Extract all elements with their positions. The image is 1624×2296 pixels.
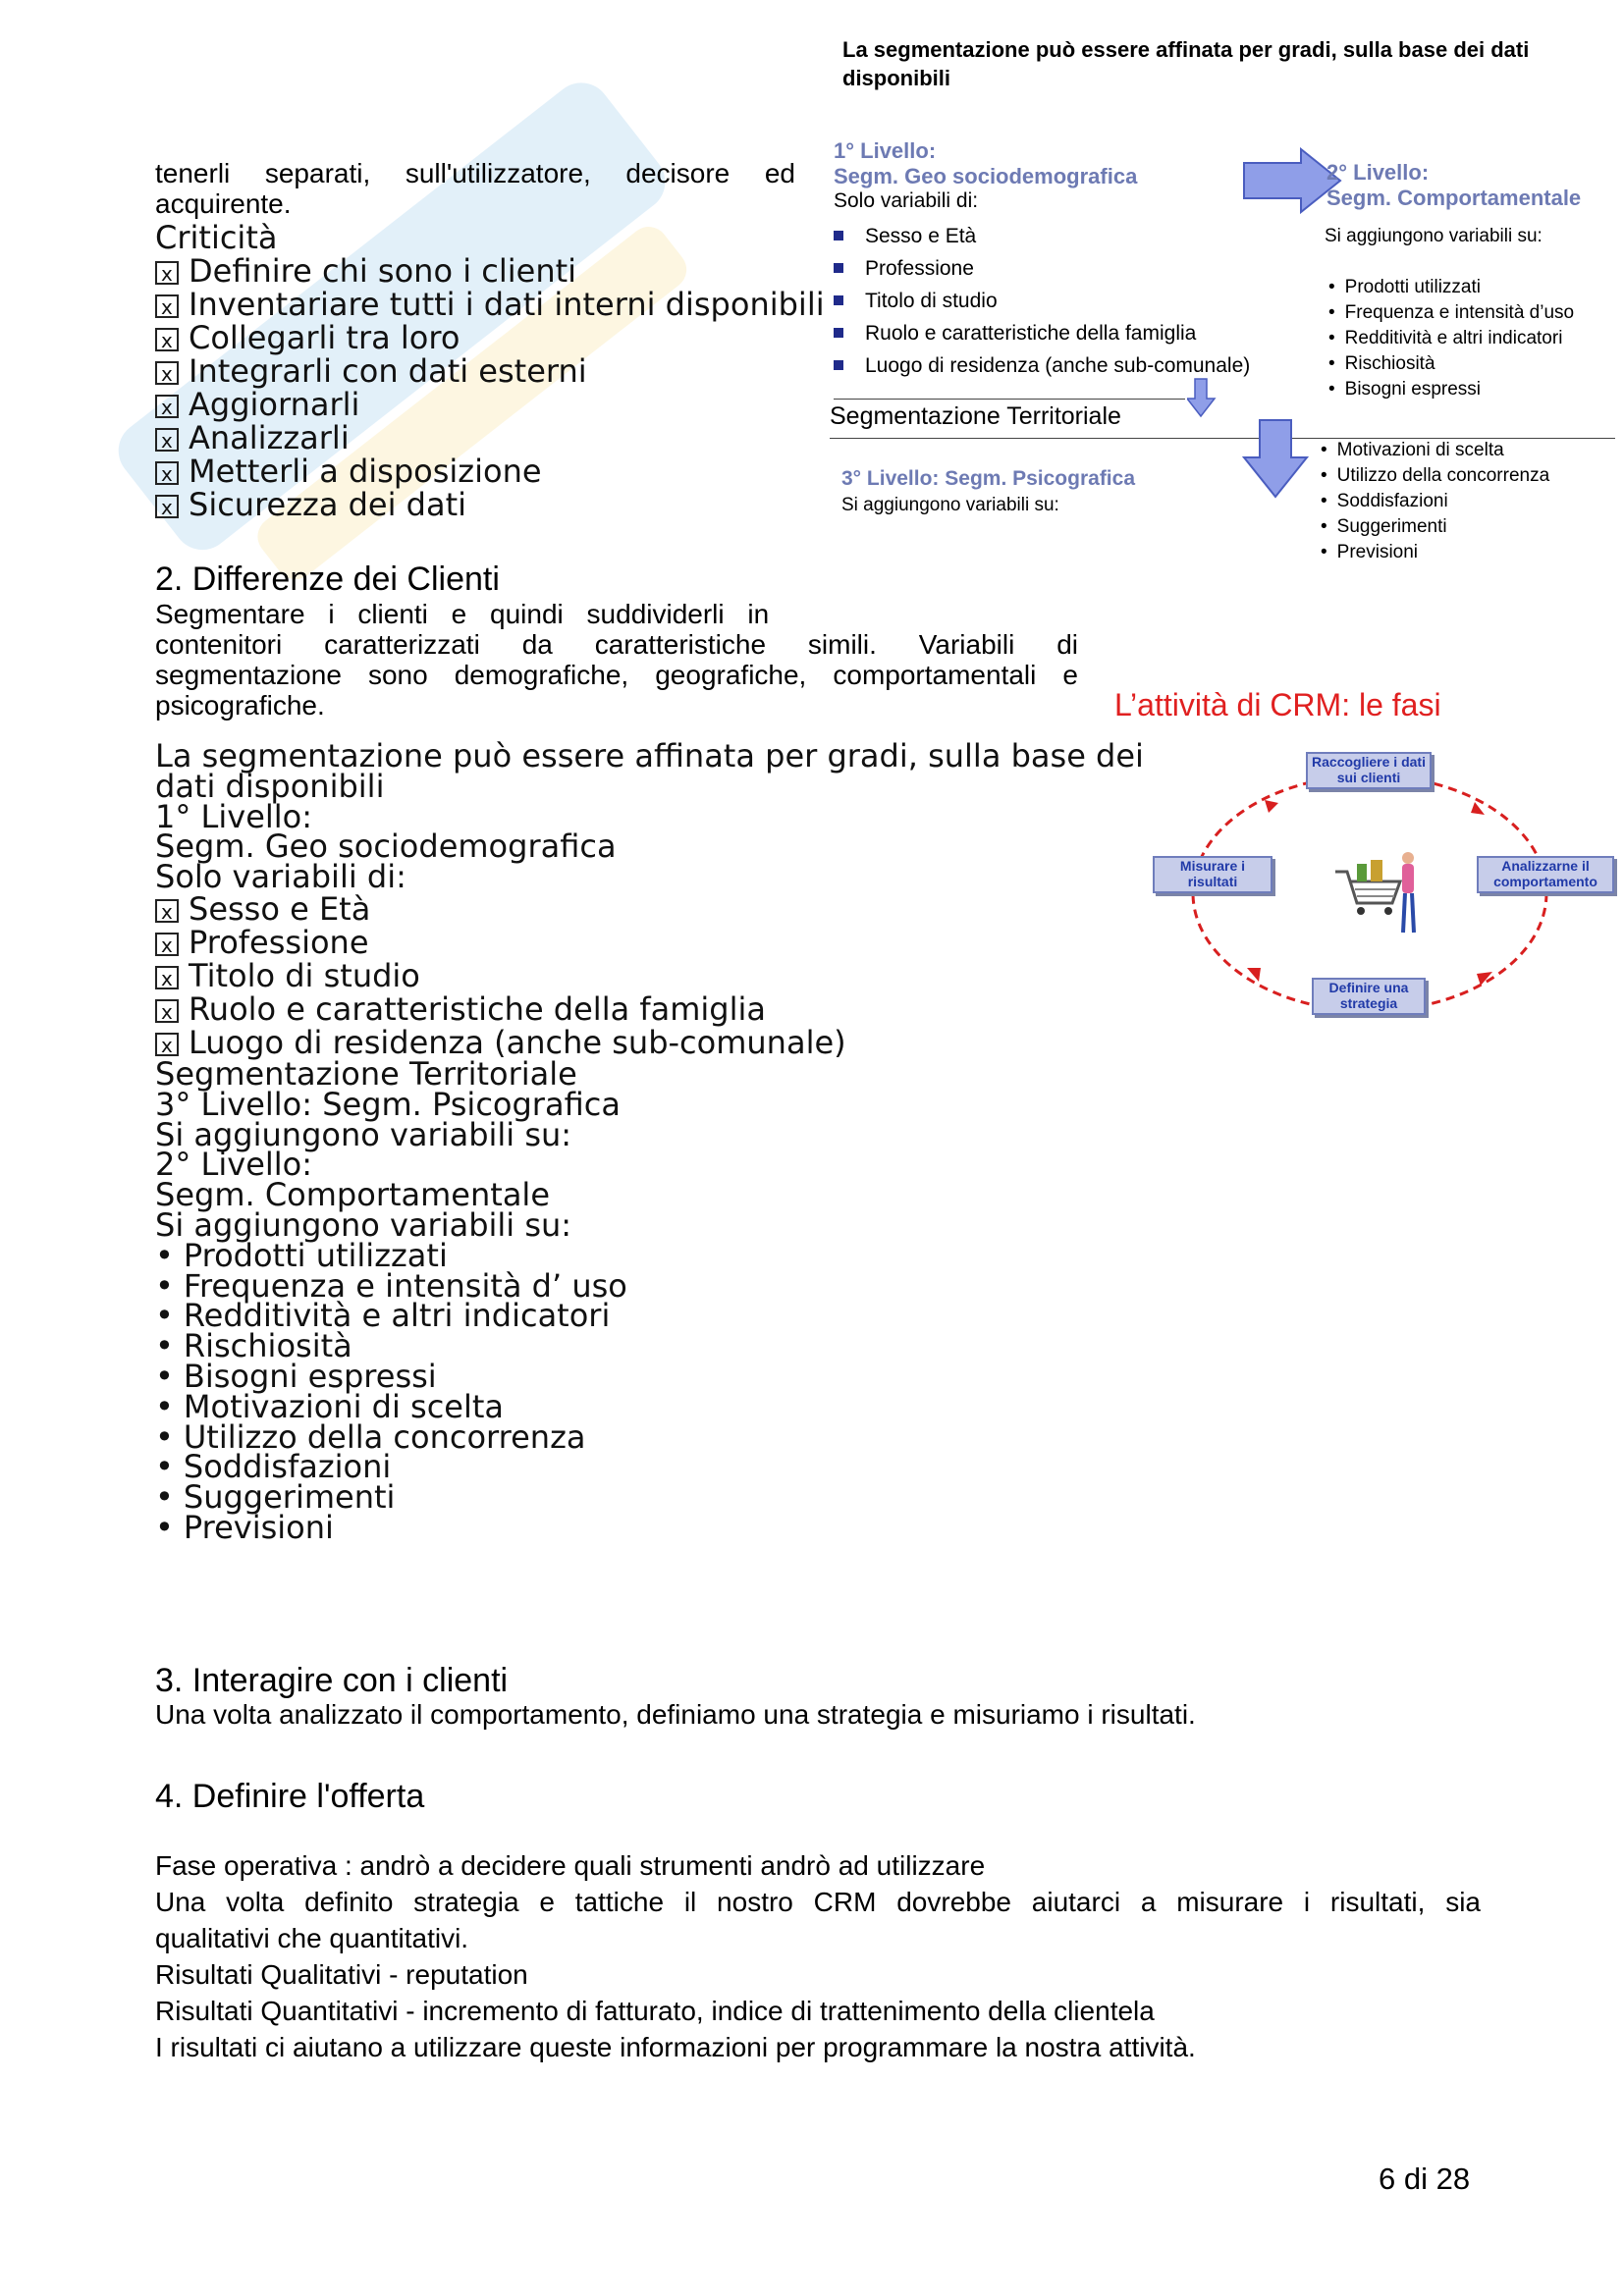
- text-line: I risultati ci aiutano a utilizzare queste informazioni per programmare la nostra attività.: [155, 2032, 1196, 2062]
- list-item: • Previsioni: [1321, 540, 1549, 565]
- checkbox-icon: [155, 261, 179, 285]
- text-line: Si aggiungono variabili su:: [155, 1205, 572, 1244]
- text-line: Risultati Qualitativi - reputation: [155, 1959, 528, 1990]
- list-item: • Motivazioni di scelta: [1321, 438, 1549, 463]
- arrow-down-icon: [1187, 377, 1217, 420]
- list-item: • Rischiosità: [155, 1331, 1144, 1362]
- list-item: • Motivazioni di scelta: [155, 1392, 1144, 1422]
- list-item: Luogo di residenza (anche sub-comunale): [834, 349, 1250, 382]
- checkbox-icon: [155, 999, 179, 1023]
- text-line: Si aggiungono variabili su:: [155, 1115, 572, 1153]
- level2-list: [1328, 275, 1574, 402]
- checkbox-icon: [155, 1033, 179, 1056]
- criticita-block: [155, 221, 825, 521]
- list-item: • Soddisfazioni: [155, 1452, 1144, 1482]
- list-item: • Utilizzo della concorrenza: [155, 1422, 1144, 1453]
- checkbox-icon: [155, 428, 179, 452]
- text-line: Risultati Quantitativi - incremento di fatturato, indice di trattenimento della clientela: [155, 1996, 1155, 2026]
- box-left: Misurare i risultati: [1153, 856, 1272, 893]
- level3-intro: Si aggiungono variabili su:: [841, 495, 1059, 515]
- list-item: xSicurezza dei dati: [155, 488, 825, 521]
- text-line: 1° Livello:: [155, 797, 313, 835]
- section2-line4: psicografiche.: [155, 690, 325, 721]
- list-item: xLuogo di residenza (anche sub-comunale): [155, 1026, 1144, 1059]
- list-item: • Suggerimenti: [155, 1482, 1144, 1513]
- text-line: Segmentazione Territoriale: [155, 1054, 577, 1093]
- list-item: • Prodotti utilizzati: [155, 1241, 1144, 1271]
- shopping-cart-icon: [1327, 842, 1426, 944]
- list-item: xSesso e Età: [155, 892, 1144, 926]
- list-item: xTitolo di studio: [155, 959, 1144, 992]
- section4-heading: 4. Definire l'offerta: [155, 1778, 425, 1815]
- list-item: • Redditività e altri indicatori: [1328, 326, 1574, 351]
- checkbox-icon: [155, 495, 179, 518]
- text-line: 2° Livello:: [155, 1146, 313, 1184]
- criticita-title: Criticità: [155, 219, 278, 256]
- list-item: • Redditività e altri indicatori: [155, 1301, 1144, 1331]
- list-item: • Bisogni espressi: [1328, 377, 1574, 402]
- checkbox-icon: [155, 933, 179, 956]
- section2-line2: contenitori caratterizzati da caratteristiche simili. Variabili di: [155, 629, 1078, 660]
- text-line: qualitativi che quantitativi.: [155, 1923, 469, 1953]
- segmentation-diagram: [830, 133, 1615, 565]
- text-line: Una volta definito strategia e tattiche il nostro CRM dovrebbe aiutarci a misurare i risultati, sia: [155, 1887, 1481, 1917]
- level2-title: 2° Livello:: [1326, 160, 1430, 185]
- list-item: • Bisogni espressi: [155, 1362, 1144, 1392]
- checkbox-icon: [155, 294, 179, 318]
- text-line: Fase operativa : andrò a decidere quali strumenti andrò ad utilizzare: [155, 1850, 986, 1881]
- list-item: • Utilizzo della concorrenza: [1321, 463, 1549, 489]
- section3-heading: 3. Interagire con i clienti: [155, 1662, 509, 1699]
- checkbox-icon: [155, 395, 179, 418]
- list-item: • Frequenza e intensità d’ uso: [155, 1271, 1144, 1302]
- text-line: Solo variabili di:: [155, 858, 406, 896]
- section2-heading: 2. Differenze dei Clienti: [155, 561, 500, 598]
- list-item: xCollegarli tra loro: [155, 321, 825, 354]
- list-item: Professione: [834, 252, 1250, 285]
- arrow-down-icon: [1242, 418, 1311, 501]
- text-line: La segmentazione può essere affinata per gradi, sulla base dei: [155, 737, 1144, 774]
- list-item: xIntegrarli con dati esterni: [155, 354, 825, 388]
- list-item: • Soddisfazioni: [1321, 489, 1549, 514]
- list-item: Ruolo e caratteristiche della famiglia: [834, 317, 1250, 349]
- text-line: 3° Livello: Segm. Psicografica: [155, 1085, 621, 1123]
- list-item: xMetterli a disposizione: [155, 454, 825, 488]
- checkbox-icon: [155, 966, 179, 989]
- crm-title: L’attività di CRM: le fasi: [1114, 687, 1441, 722]
- section3-text: Una volta analizzato il comportamento, definiamo una strategia e misuriamo i risultati.: [155, 1699, 1196, 1730]
- section2-line3: segmentazione sono demografiche, geografiche, comportamentali e: [155, 660, 1078, 690]
- list-item: xAggiornarli: [155, 388, 825, 421]
- text-line: dati disponibili: [155, 767, 385, 805]
- list-item: • Frequenza e intensità d’uso: [1328, 300, 1574, 326]
- intro-text: tenerli separati, sull'utilizzatore, decisore ed acquirente.: [155, 158, 795, 219]
- level1-title: 1° Livello:: [834, 138, 937, 163]
- header-title: La segmentazione può essere affinata per gradi, sulla base dei dati disponibili: [842, 37, 1530, 90]
- checkbox-icon: [155, 461, 179, 485]
- level2-subtitle: Segm. Comportamentale: [1326, 186, 1582, 210]
- crm-cycle-diagram: [1149, 746, 1597, 1031]
- section2: [155, 561, 1078, 721]
- list-item: • Prodotti utilizzati: [1328, 275, 1574, 300]
- checkbox-icon: [155, 361, 179, 385]
- level1-subtitle: Segm. Geo sociodemografica: [834, 164, 1138, 188]
- list-item: xInventariare tutti i dati interni disponibili: [155, 288, 825, 321]
- box-top: Raccogliere i dati sui clienti: [1306, 752, 1432, 789]
- level1-intro: Solo variabili di:: [834, 189, 979, 212]
- section4-body: [155, 1847, 1481, 2065]
- list-item: xDefinire chi sono i clienti: [155, 254, 825, 288]
- list-item: Titolo di studio: [834, 285, 1250, 317]
- list-item: • Rischiosità: [1328, 351, 1574, 377]
- text-line: Segm. Geo sociodemografica: [155, 828, 617, 866]
- territorial-label: Segmentazione Territoriale: [830, 402, 1121, 430]
- list-item: • Previsioni: [155, 1513, 1144, 1543]
- list-item: xRuolo e caratteristiche della famiglia: [155, 992, 1144, 1026]
- checkbox-icon: [155, 899, 179, 923]
- extracted-text: [155, 737, 1144, 1546]
- section2-line1: Segmentare i clienti e quindi suddividerli in: [155, 599, 770, 629]
- page-number: 6 di 28: [1379, 2162, 1471, 2196]
- divider: [834, 399, 1185, 400]
- list-item: xProfessione: [155, 926, 1144, 959]
- level3-title: 3° Livello: Segm. Psicografica: [841, 467, 1136, 490]
- box-right: Analizzarne il comportamento: [1477, 856, 1614, 893]
- list-item: Sesso e Età: [834, 220, 1250, 252]
- list-item: • Suggerimenti: [1321, 514, 1549, 540]
- box-bottom: Definire una strategia: [1312, 978, 1426, 1015]
- list-item: xAnalizzarli: [155, 421, 825, 454]
- level3-list: [1321, 438, 1549, 565]
- text-line: Segm. Comportamentale: [155, 1176, 550, 1214]
- level2-intro: Si aggiungono variabili su:: [1325, 226, 1543, 246]
- checkbox-icon: [155, 328, 179, 351]
- level1-list: [834, 220, 1250, 382]
